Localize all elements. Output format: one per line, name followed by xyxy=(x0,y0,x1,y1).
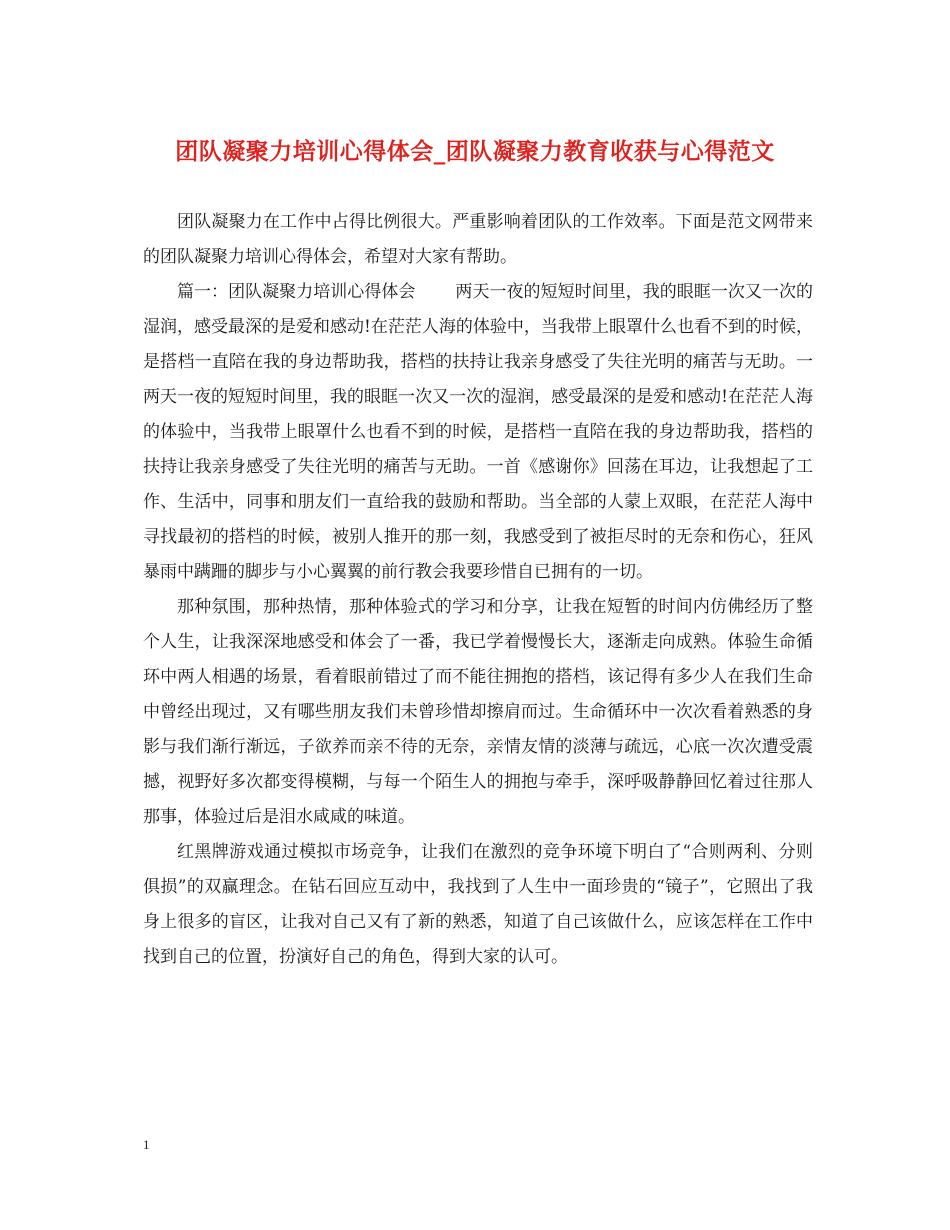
experience-paragraph: 那种氛围，那种热情，那种体验式的学习和分享，让我在短暂的时间内仿佛经历了整个人生，让我深深地感受和体会了一番，我已学着慢慢长大，逐渐走向成熟。体验生命循环中两人相遇的场景，看着眼前错过了而不能往拥抱的搭档，该记得有多少人在我们生命中曾经出现过，又有哪些朋友我们未曾珍惜却擦肩而过。生命循环中一次次看着熟悉的身影与我们渐行渐远，子欲养而亲不待的无奈，亲情友情的淡薄与疏远，心底一次次遭受震撼，视野好多次都变得模糊，与每一个陌生人的拥抱与牵手，深呼吸静静回忆着过往那人那事，体验过后是泪水咸咸的味道。 xyxy=(143,597,813,827)
section-one-body: 两天一夜的短短时间里，我的眼眶一次又一次的湿润，感受最深的是爱和感动!在茫茫人海的体验中，当我带上眼罩什么也看不到的时候，是搭档一直陪在我的身边帮助我，搭档的扶持让我亲身感受了失往光明的痛苦与无助。一 两天一夜的短短时间里，我的眼眶一次又一次的湿润，感受最深的是爱和感动!在茫茫人海的体验中，当我带上眼罩什么也看不到的时候，是搭档一直陪在我的身边帮助我，搭档的扶持让我亲身感受了失往光明的痛苦与无助。一首《感谢你》回荡在耳边，让我想起了工作、生活中，同事和朋友们一直给我的鼓励和帮助。当全部的人蒙上双眼，在茫茫人海中寻找最初的搭档的时候，被别人推开的那一刻，我感受到了被拒尽时的无奈和伤心，狂风暴雨中蹒跚的脚步与小心翼翼的前行教会我要珍惜自已拥有的一切。 xyxy=(143,282,814,582)
page-title: 团队凝聚力培训心得体会_团队凝聚力教育收获与心得范文 xyxy=(175,139,775,165)
intro-paragraph: 团队凝聚力在工作中占得比例很大。严重影响着团队的工作效率。下面是范文网带来的团队凝聚力培训心得体会，希望对大家有帮助。 xyxy=(143,212,813,267)
game-paragraph: 红黑牌游戏通过模拟市场竞争，让我们在激烈的竞争环境下明白了“合则两利、分则俱损”的双赢理念。在钻石回应互动中，我找到了人生中一面珍贵的“镜子”，它照出了我身上很多的盲区，让我对自己又有了新的熟悉，知道了自己该做什么，应该怎样在工作中找到自己的位置，扮演好自己的角色，得到大家的认可。 xyxy=(143,842,813,967)
page-number: 1 xyxy=(143,1137,150,1152)
article-body xyxy=(143,205,813,975)
section-one-heading: 篇一：团队凝聚力培训心得体会 xyxy=(177,282,416,302)
section-one-paragraph xyxy=(143,275,813,590)
